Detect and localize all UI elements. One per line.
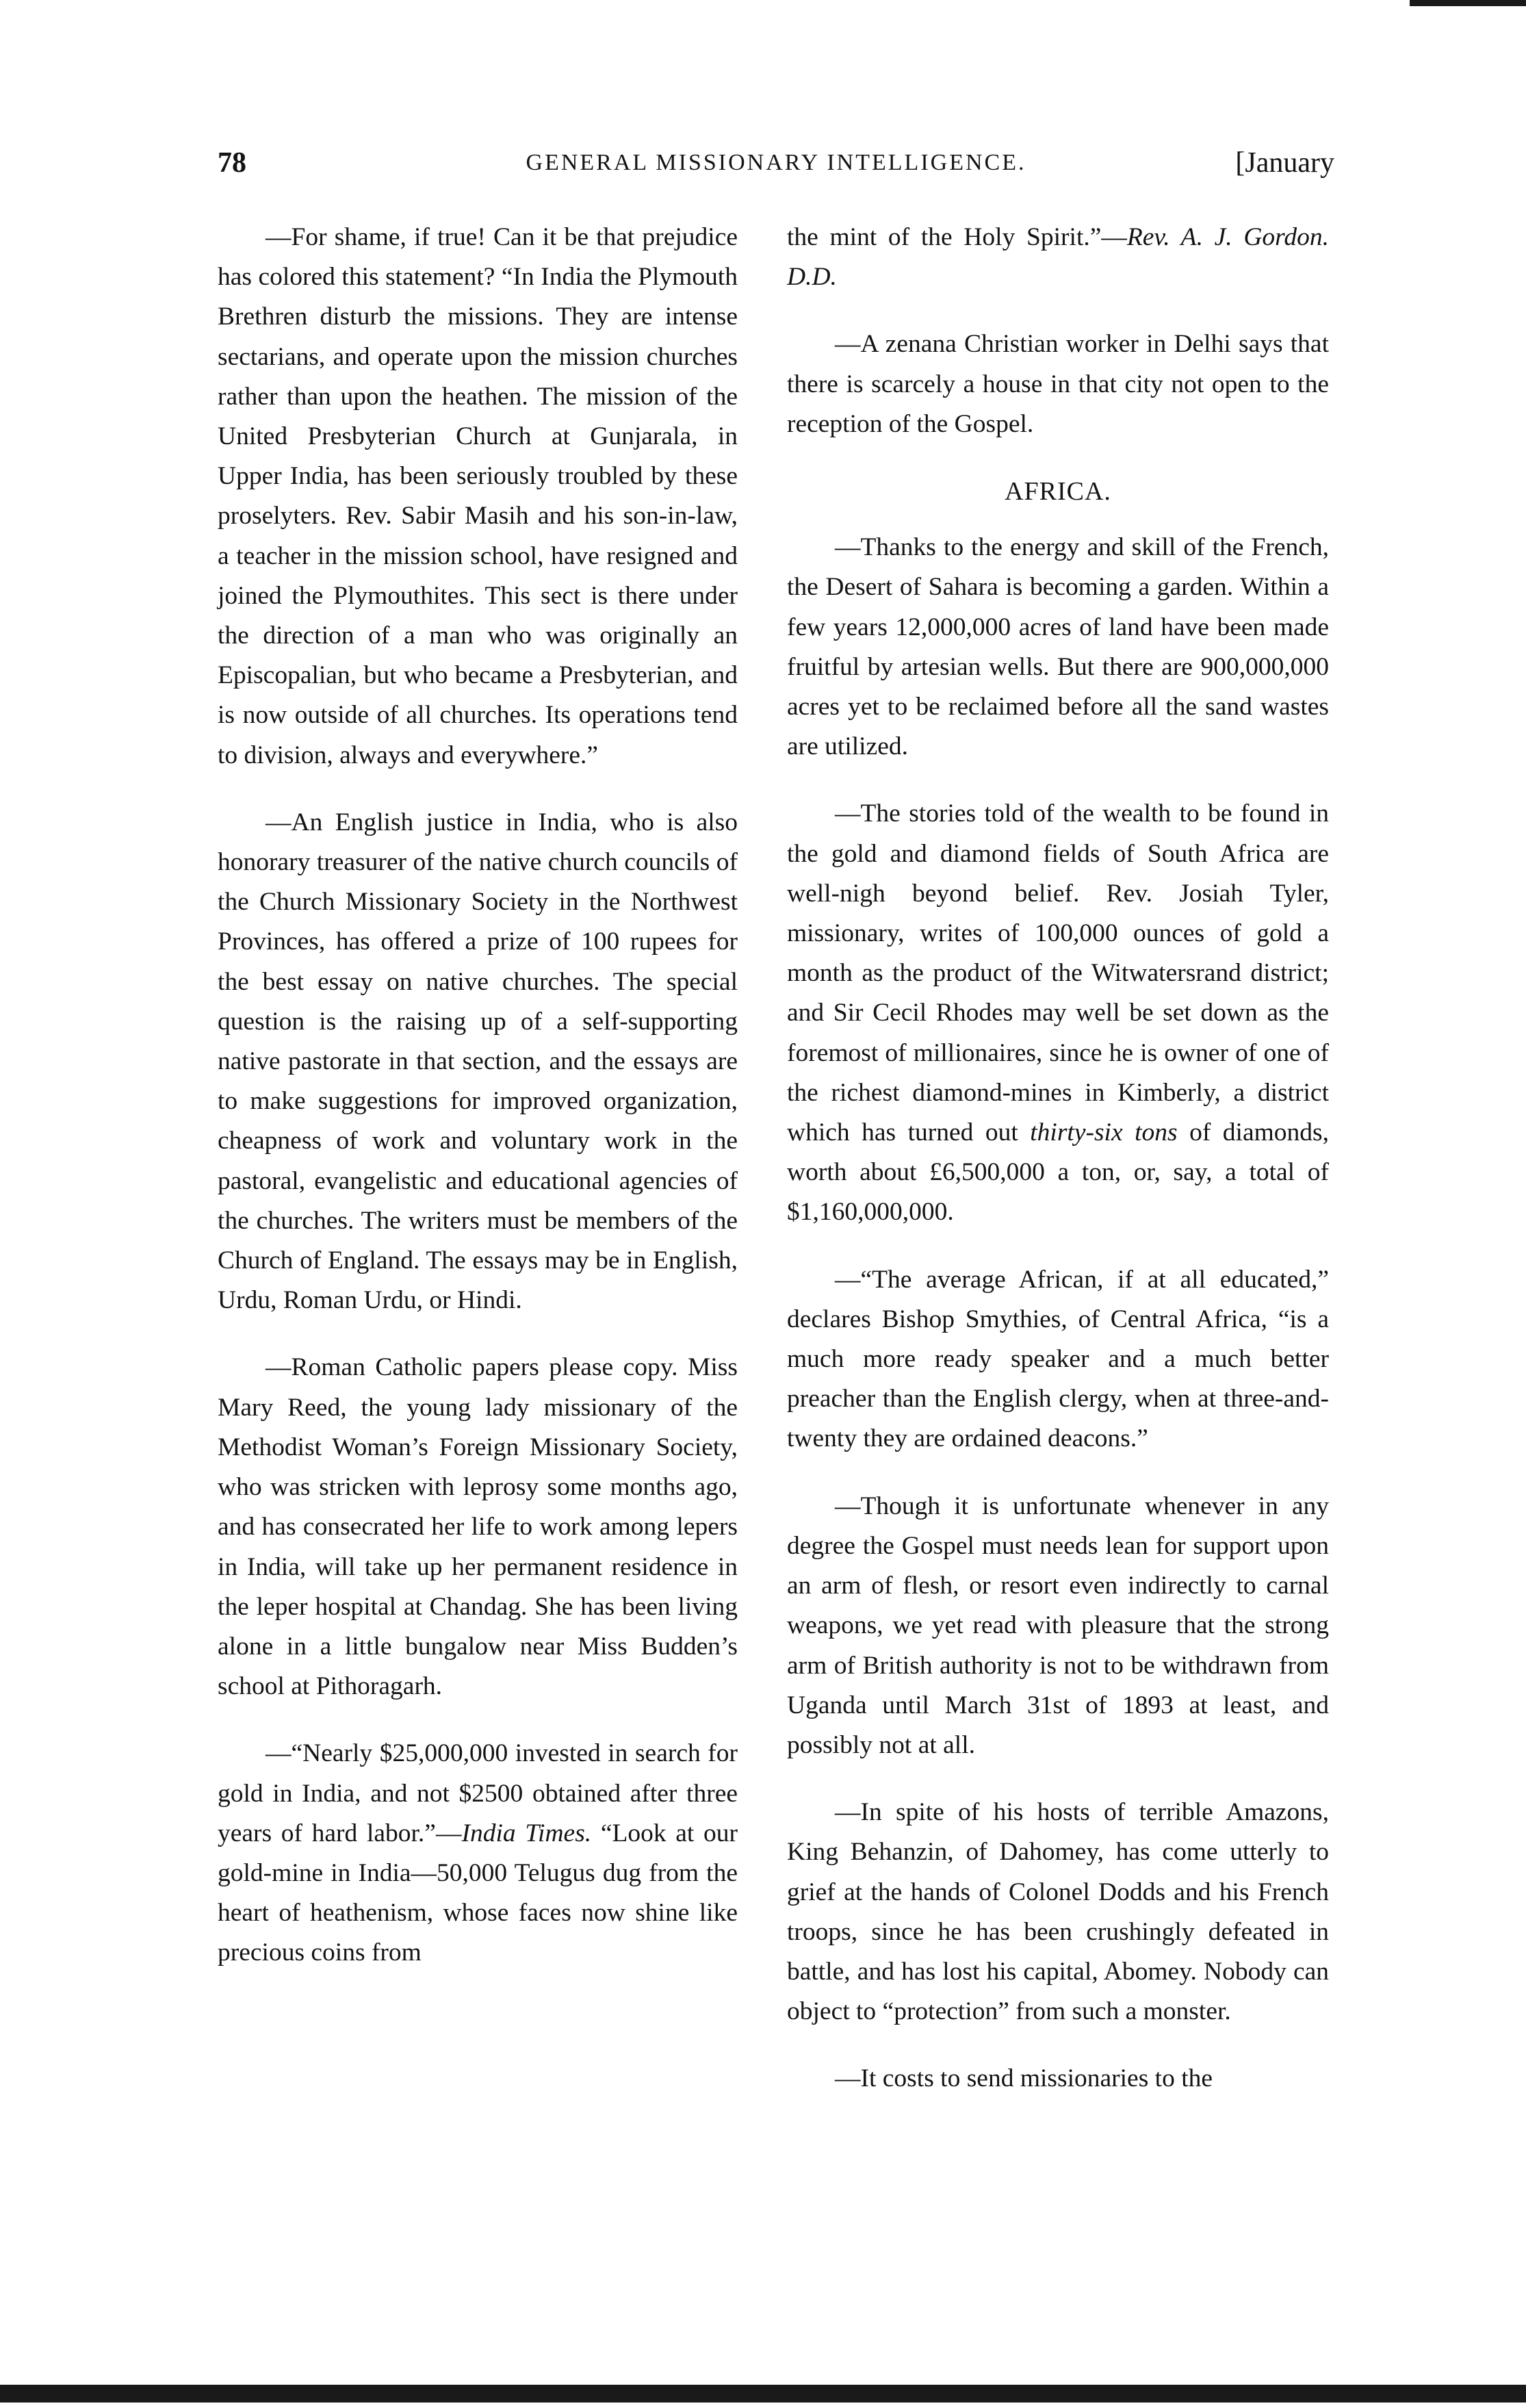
page-header [218,142,1334,183]
paragraph-gold-india [218,1734,738,1973]
citation-gordon: Rev. A. J. Gordon. D.D. [787,223,1329,292]
section-heading-africa: AFRICA. [1005,477,1111,507]
running-title: GENERAL MISSIONARY INTELLIGENCE. [526,150,1026,175]
citation-india-times: India Times. [461,1819,592,1847]
paragraph-average-african: —“The average African, if at all educated,” declares Bishop Smythies, of Central Africa, “is a much more ready speaker and a much better preacher than the English clergy, when at three-and-twenty they are ordained deacons.” [787,1265,1329,1453]
scan-edge-mark [1410,0,1526,6]
paragraph-mary-reed: —Roman Catholic papers please copy. Miss Mary Reed, the young lady missionary of the Methodist Woman’s Foreign Missionary Society, who was stricken with leprosy some months ago, and has consecrated her life to work among lepers in India, will take up her permanent residence in the leper hospital at Chandag. She has been living alone in a little bungalow near Miss Budden’s school at Pithoragarh. [218,1353,738,1701]
paragraph-sahara: —Thanks to the energy and skill of the French, the Desert of Sahara is becoming a garden. Within a few years 12,000,000 acres of land have been made fruitful by artesian wells. But there are 900,000,000 acres yet to be reclaimed before all the sand wastes are utilized. [787,533,1329,761]
paragraph-continuation [787,218,1329,297]
right-column [787,218,1329,2099]
paragraph-costs: —It costs to send missionaries to the [835,2064,1213,2093]
paragraph-zenana: —A zenana Christian worker in Delhi says that there is scarcely a house in that city not open to the reception of the Gospel. [787,330,1329,438]
paragraph-plymouth-brethren: —For shame, if true! Can it be that prejudice has colored this statement? “In India the Plymouth Brethren disturb the missions. They are intense sectarians, and operate upon the mission churches rather than upon the heathen. The mission of the United Presbyterian Church at Gunjarala, in Upper India, has been seriously troubled by these proselyters. Rev. Sabir Masih and his son-in-law, a teacher in the mission school, have resigned and joined the Plymouthites. This sect is there under the direction of a man who was originally an Episcopalian, but who became a Presbyterian, and is now outside of all churches. Its operations tend to division, always and everywhere.” [218,223,738,769]
paragraph-essay-prize: —An English justice in India, who is also honorary treasurer of the native church councils of the Church Missionary Society in the Northwest Provinces, has offered a prize of 100 rupees for the best essay on native churches. The special question is the raising up of a self-supporting native pastorate in that section, and the essays are to make suggestions for improved organization, cheapness of work and voluntary work in the pastoral, evangelistic and educational agencies of the churches. The writers must be members of the Church of England. The essays may be in English, Urdu, Roman Urdu, or Hindi. [218,808,738,1315]
gold-india-quote: “Look at our gold-mine in India—50,000 Telugus dug from the heart of heathenism, whose faces now shine like precious coins from [218,1819,738,1967]
gold-emphasis: thirty-six tons [1030,1118,1178,1147]
left-column [218,218,738,1973]
gold-text-b: of diamonds, worth about £6,500,000 a ton, or, say, a total of $1,160,000,000. [787,1118,1329,1227]
scan-bottom-edge [0,2385,1526,2403]
gold-text-a: —The stories told of the wealth to be found in the gold and diamond fields of South Africa are well-nigh beyond belief. Rev. Josiah Tyler, missionary, writes of 100,000 ounces of gold a month as the product of the Witwatersrand district; and Sir Cecil Rhodes may well be set down as the foremost of millionaires, since he is owner of one of the richest diamond-mines in Kimberly, a district which has turned out [787,799,1329,1147]
paragraph-dahomey: —In spite of his hosts of terrible Amazons, King Behanzin, of Dahomey, has come utterly to grief at the hands of Colonel Dodds and his French troops, since he has been crushingly defeated in battle, and has lost his capital, Abomey. Nobody can object to “protection” from such a monster. [787,1798,1329,2026]
paragraph-south-africa-gold [787,794,1329,1232]
running-month: [January [1235,147,1334,179]
gold-india-text: —“Nearly $25,000,000 invested in search for gold in India, and not $2500 obtained after three years of hard labor.”— [218,1739,738,1847]
page-number: 78 [218,147,246,179]
paragraph-uganda: —Though it is unfortunate whenever in any degree the Gospel must needs lean for support upon an arm of flesh, or resort even indirectly to carnal weapons, we yet read with pleasure that the strong arm of British authority is not to be withdrawn from Uganda until March 31st of 1893 at least, and possibly not at all. [787,1491,1329,1759]
continuation-text: the mint of the Holy Spirit.”— [787,223,1127,251]
